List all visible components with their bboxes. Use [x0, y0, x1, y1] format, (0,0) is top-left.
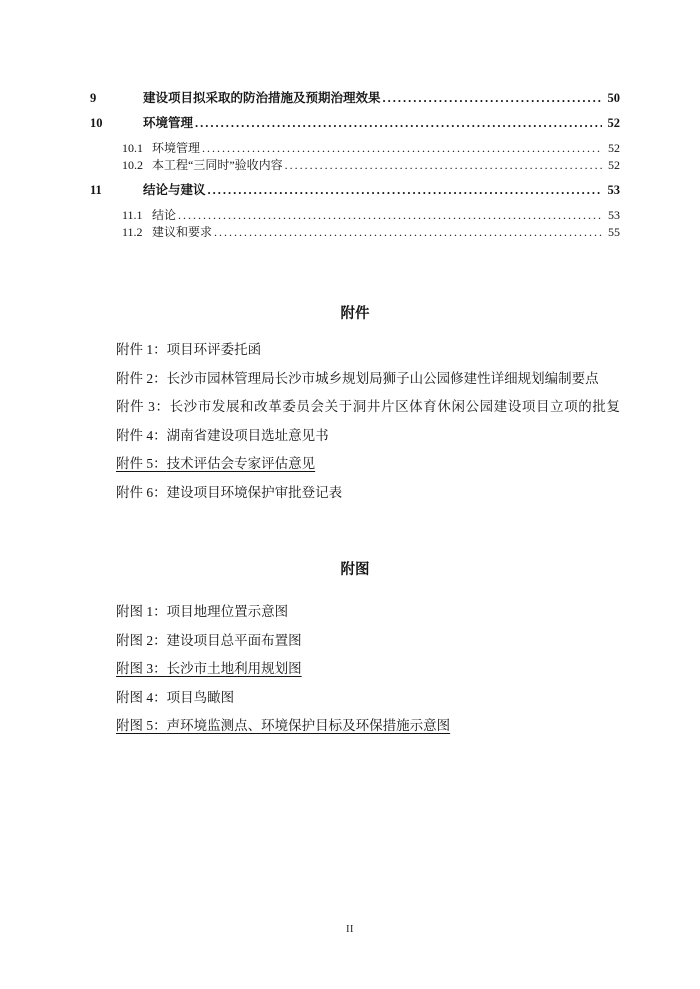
figure-label: 附图 5： — [116, 718, 167, 733]
attachment-text: 长沙市园林管理局长沙市城乡规划局狮子山公园修建性详细规划编制要点 — [166, 370, 599, 386]
toc-entry-title: 建议和要求 — [152, 225, 213, 239]
table-of-contents — [90, 90, 620, 241]
figure-underlined — [116, 661, 302, 676]
figure-label: 附图 2： — [116, 632, 167, 648]
toc-entry-title: 本工程“三同时”验收内容 — [152, 158, 283, 172]
toc-entry-page: 53 — [607, 183, 620, 197]
toc-entry-title: 环境管理 — [152, 141, 201, 155]
toc-row — [90, 140, 620, 157]
figure-text: 项目鸟瞰图 — [166, 689, 235, 705]
attachments-section — [90, 304, 620, 507]
toc-row — [90, 207, 620, 224]
toc-entry-number: 11.1 — [122, 208, 143, 222]
toc-entry-page: 53 — [608, 208, 620, 222]
page-number: II — [346, 924, 354, 935]
attachment-item — [90, 336, 620, 365]
attachment-label: 附件 2： — [116, 370, 167, 386]
toc-entry-number: 11.2 — [122, 225, 143, 239]
toc-entry-page: 52 — [608, 141, 620, 155]
toc-row — [90, 157, 620, 174]
attachment-text: 技术评估会专家评估意见 — [166, 456, 316, 471]
toc-row — [90, 115, 620, 132]
attachment-text: 项目环评委托函 — [166, 342, 262, 357]
figure-text: 项目地理位置示意图 — [166, 604, 289, 619]
dot-leader — [178, 207, 602, 224]
dot-leader — [202, 140, 602, 157]
figure-underlined — [116, 718, 450, 733]
figure-label: 附图 4： — [116, 689, 167, 705]
figure-text: 长沙市土地利用规划图 — [166, 661, 302, 676]
toc-entry-title: 结论与建议 — [143, 183, 206, 197]
figure-label: 附图 3： — [116, 661, 167, 676]
figure-item — [90, 598, 620, 627]
toc-row — [90, 182, 620, 199]
attachment-label: 附件 6： — [116, 484, 167, 500]
toc-entry-page: 52 — [607, 116, 620, 130]
attachment-item — [90, 393, 620, 422]
toc-entry-page: 52 — [608, 158, 620, 172]
figures-heading: 附图 — [340, 562, 370, 578]
attachment-text: 建设项目环境保护审批登记表 — [166, 484, 343, 500]
dot-leader — [383, 90, 602, 107]
attachment-label: 附件 4： — [116, 427, 167, 443]
attachment-item — [90, 365, 620, 394]
attachment-item — [90, 450, 620, 479]
toc-row — [90, 224, 620, 241]
attachment-text: 长沙市发展和改革委员会关于洞井片区体育休闲公园建设项目立项的批复 — [169, 399, 620, 414]
attachment-label: 附件 1： — [116, 342, 167, 357]
figure-item — [90, 655, 620, 684]
toc-entry-number: 10.2 — [122, 158, 143, 172]
attachment-text: 湖南省建设项目选址意见书 — [166, 427, 329, 443]
dot-leader — [208, 182, 602, 199]
figure-item — [90, 712, 620, 741]
figure-item — [90, 684, 620, 713]
toc-entry-number: 10 — [90, 116, 103, 130]
figure-label: 附图 1： — [116, 604, 167, 619]
figure-text: 声环境监测点、环境保护目标及环保措施示意图 — [166, 718, 451, 733]
toc-entry-title: 环境管理 — [143, 116, 194, 130]
dot-leader — [195, 115, 602, 132]
attachment-item — [90, 422, 620, 451]
toc-entry-title: 建设项目拟采取的防治措施及预期治理效果 — [143, 91, 381, 105]
attachment-label: 附件 5： — [116, 456, 167, 471]
toc-entry-number: 10.1 — [122, 141, 143, 155]
dot-leader — [285, 157, 602, 174]
figure-item — [90, 627, 620, 656]
toc-entry-title: 结论 — [152, 208, 177, 222]
toc-entry-page: 55 — [608, 225, 620, 239]
attachment-underlined — [116, 456, 315, 471]
dot-leader — [214, 224, 602, 241]
toc-entry-number: 9 — [90, 91, 97, 105]
toc-row — [90, 90, 620, 107]
toc-entry-number: 11 — [90, 183, 102, 197]
figures-section — [90, 560, 620, 741]
attachment-item — [90, 479, 620, 508]
attachment-label: 附件 3： — [116, 399, 170, 414]
attachments-heading: 附件 — [340, 306, 370, 322]
figure-text: 建设项目总平面布置图 — [166, 632, 302, 648]
toc-entry-page: 50 — [607, 91, 620, 105]
